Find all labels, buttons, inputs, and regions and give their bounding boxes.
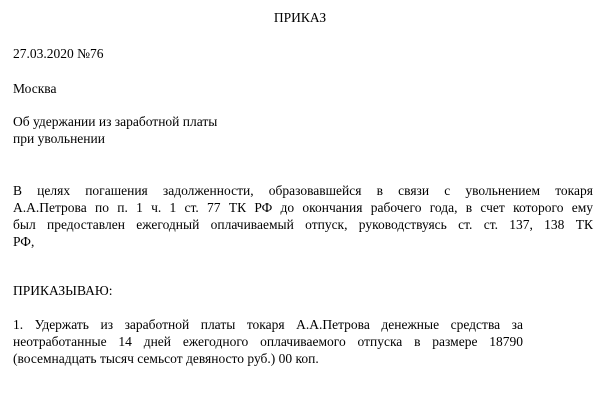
document-subject	[13, 113, 593, 147]
document-preamble	[13, 182, 593, 250]
item1-line: (восемнадцать тысяч семьсот девяносто руб.) 00 коп.	[13, 351, 319, 366]
item1-line: неотработанные 14 дней ежегодного оплачиваемого отпуска в размере 18790	[13, 334, 523, 349]
subject-line: при увольнении	[13, 131, 105, 146]
preamble-line: В целях погашения задолженности, образовавшейся в связи с увольнением токаря	[13, 183, 593, 198]
order-word: ПРИКАЗЫВАЮ:	[13, 283, 113, 298]
document-title: ПРИКАЗ	[273, 10, 327, 25]
subject-line: Об удержании из заработной платы	[13, 114, 218, 129]
order-item-1	[13, 316, 523, 367]
preamble-line: РФ,	[13, 234, 35, 249]
preamble-line: был предоставлен ежегодный оплачиваемый отпуск, руководствуясь ст. ст. 137, 138 ТК	[13, 217, 593, 232]
item1-line: 1. Удержать из заработной платы токаря А.А.Петрова денежные средства за	[13, 317, 523, 332]
document-city: Москва	[13, 81, 57, 96]
document-date-number: 27.03.2020 №76	[13, 46, 104, 61]
preamble-line: А.А.Петрова по п. 1 ч. 1 ст. 77 ТК РФ до окончания рабочего года, в счет которого ему	[13, 200, 593, 215]
